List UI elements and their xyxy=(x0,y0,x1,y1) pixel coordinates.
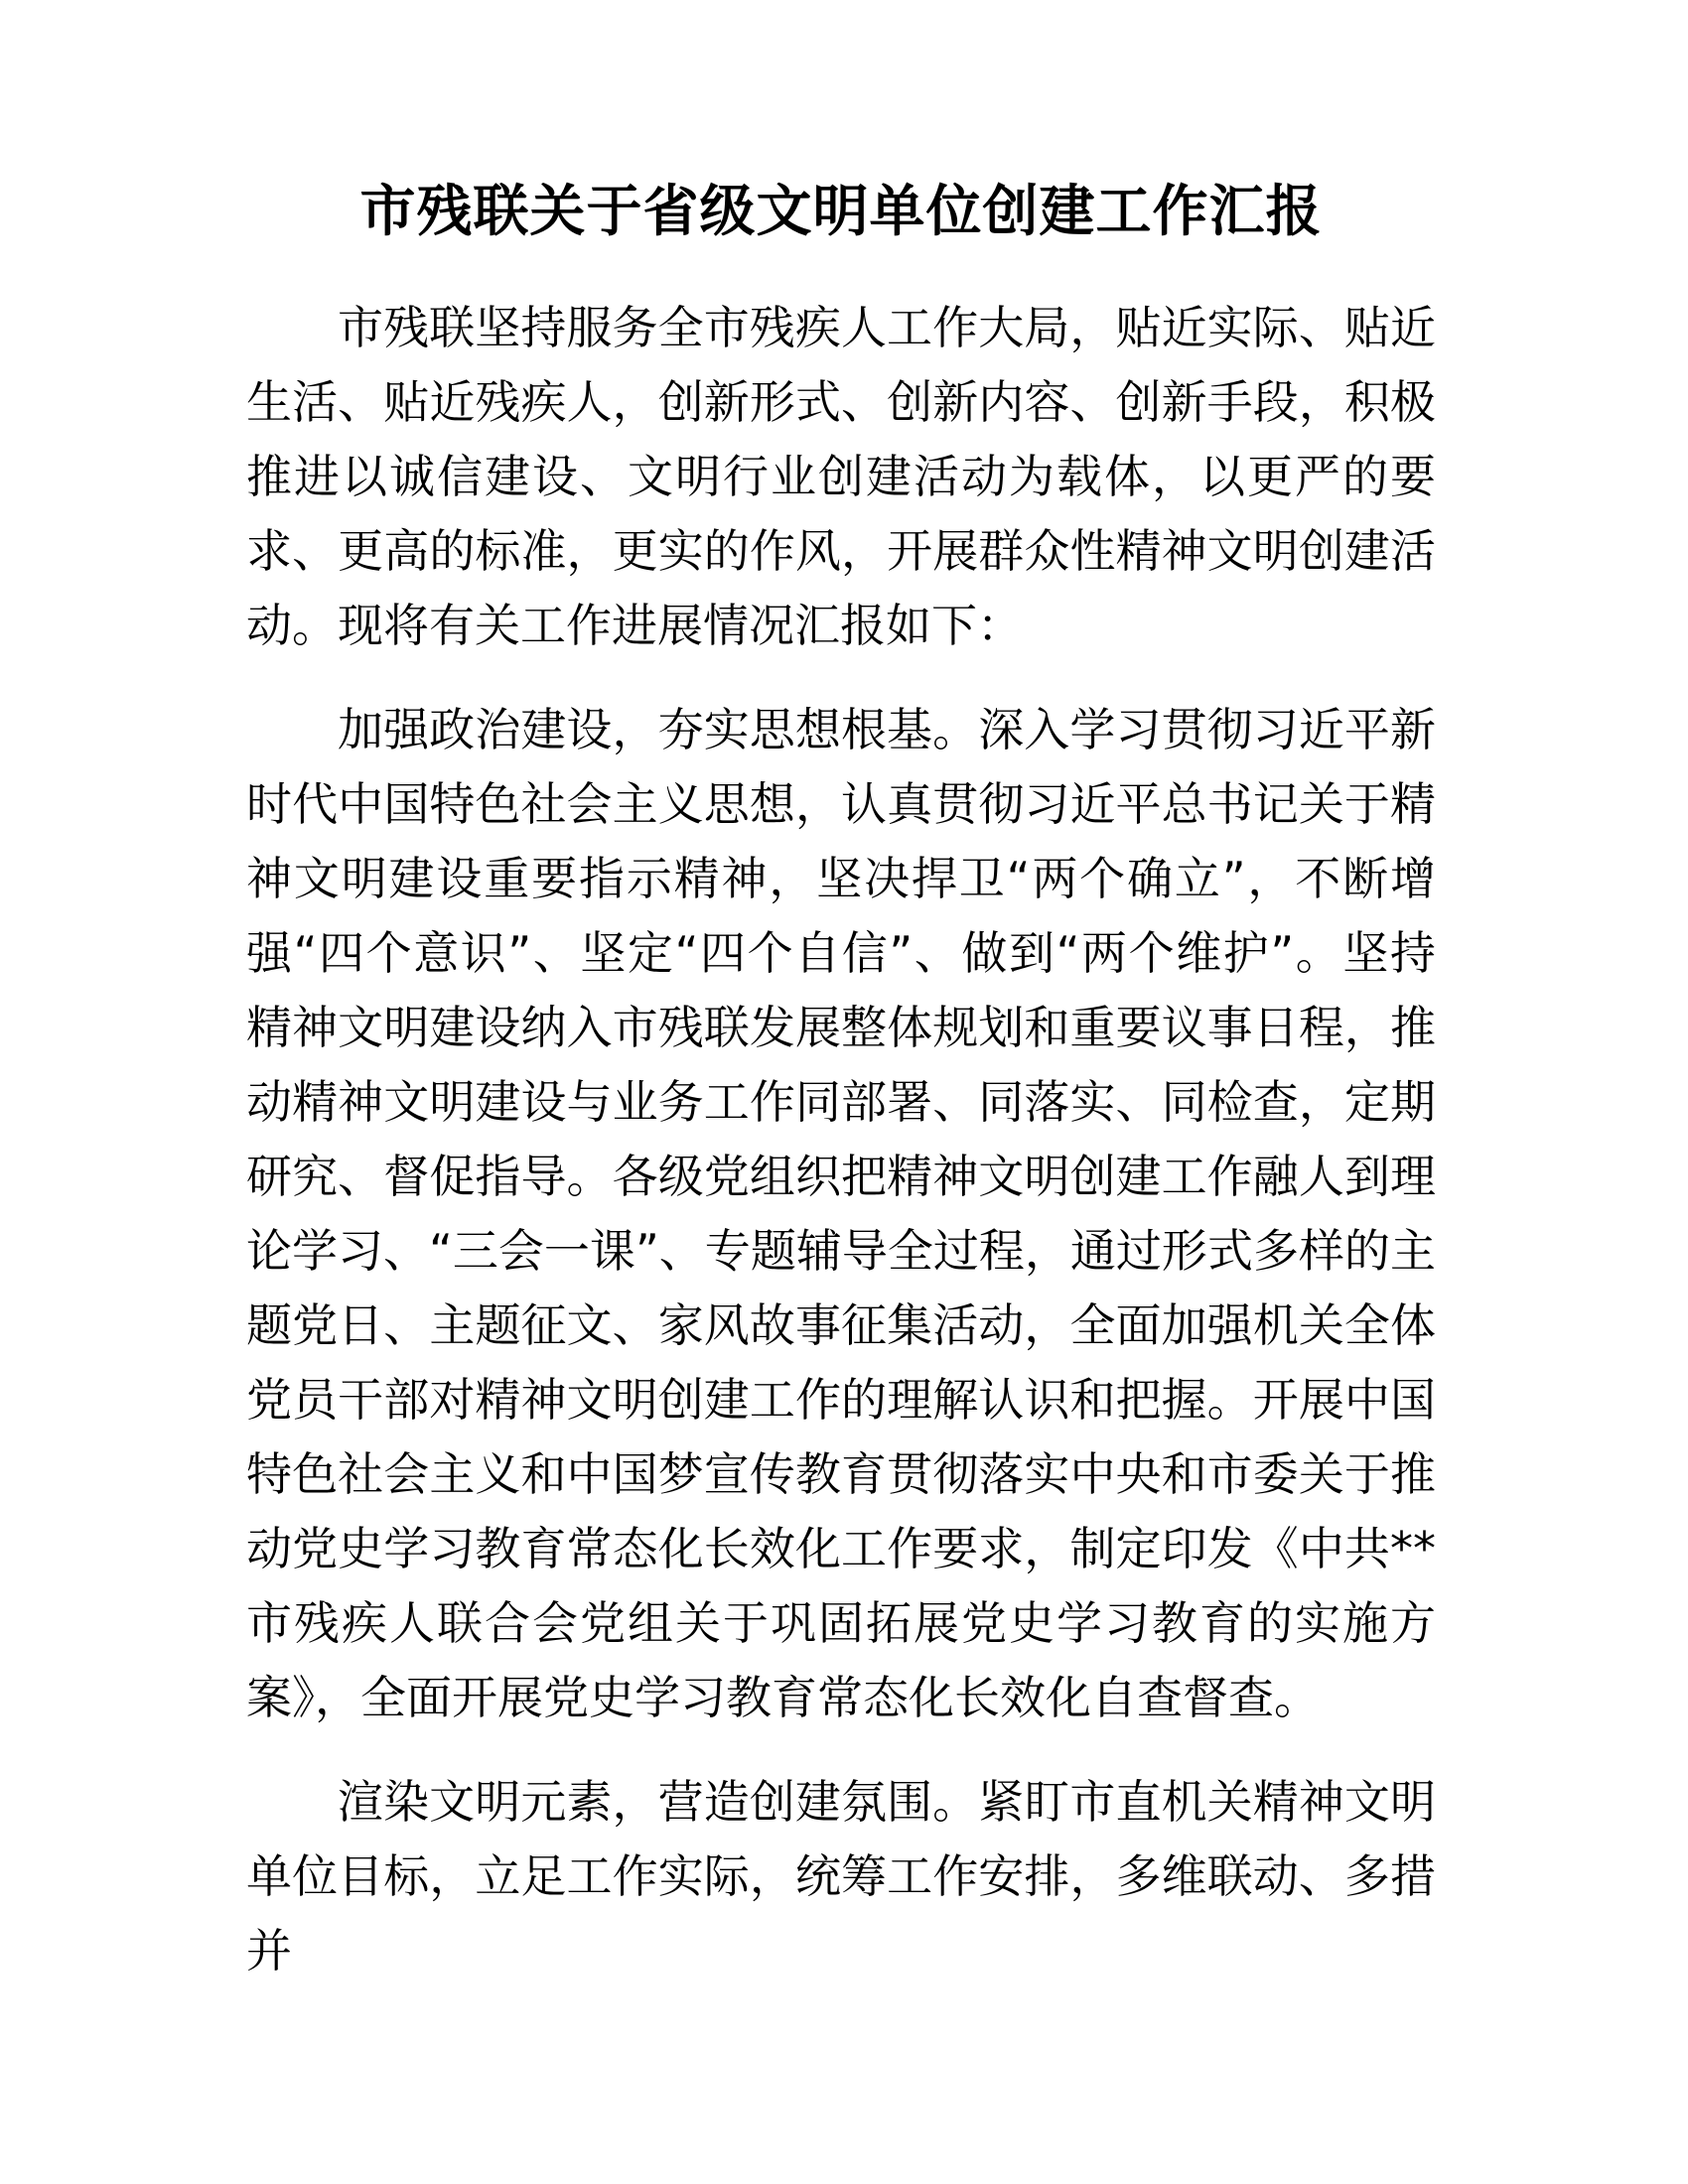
document-text-column xyxy=(246,0,1436,1988)
paragraph-section-2: 渲染文明元素，营造创建氛围。紧盯市直机关精神文明单位目标，立足工作实际，统筹工作安排，多维联动、多措并 xyxy=(246,1774,1436,1978)
page-title: 市残联关于省级文明单位创建工作汇报 xyxy=(359,180,1323,244)
paragraph-intro: 市残联坚持服务全市残疾人工作大局，贴近实际、贴近生活、贴近残疾人，创新形式、创新内容、创新手段，积极推进以诚信建设、文明行业创建活动为载体，以更严的要求、更高的标准，更实的作风，开展群众性精神文明创建活动。现将有关工作进展情况汇报如下： xyxy=(246,300,1436,652)
paragraph-section-1: 加强政治建设，夯实思想根基。深入学习贯彻习近平新时代中国特色社会主义思想，认真贯彻习近平总书记关于精神文明建设重要指示精神，坚决捍卫“两个确立”，不断增强“四个意识”、坚定“四个自信”、做到“两个维护”。坚持精神文明建设纳入市残联发展整体规划和重要议事日程，推动精神文明建设与业务工作同部署、同落实、同检查，定期研究、督促指导。各级党组织把精神文明创建工作融人到理论学习、“三会一课”、专题辅导全过程，通过形式多样的主题党日、主题征文、家风故事征集活动，全面加强机关全体党员干部对精神文明创建工作的理解认识和把握。开展中国特色社会主义和中国梦宣传教育贯彻落实中央和市委关于推动党史学习教育常态化长效化工作要求，制定印发《中共**市残疾人联合会党组关于巩固拓展党史学习教育的实施方案》，全面开展党史学习教育常态化长效化自查督查。 xyxy=(246,702,1436,1724)
